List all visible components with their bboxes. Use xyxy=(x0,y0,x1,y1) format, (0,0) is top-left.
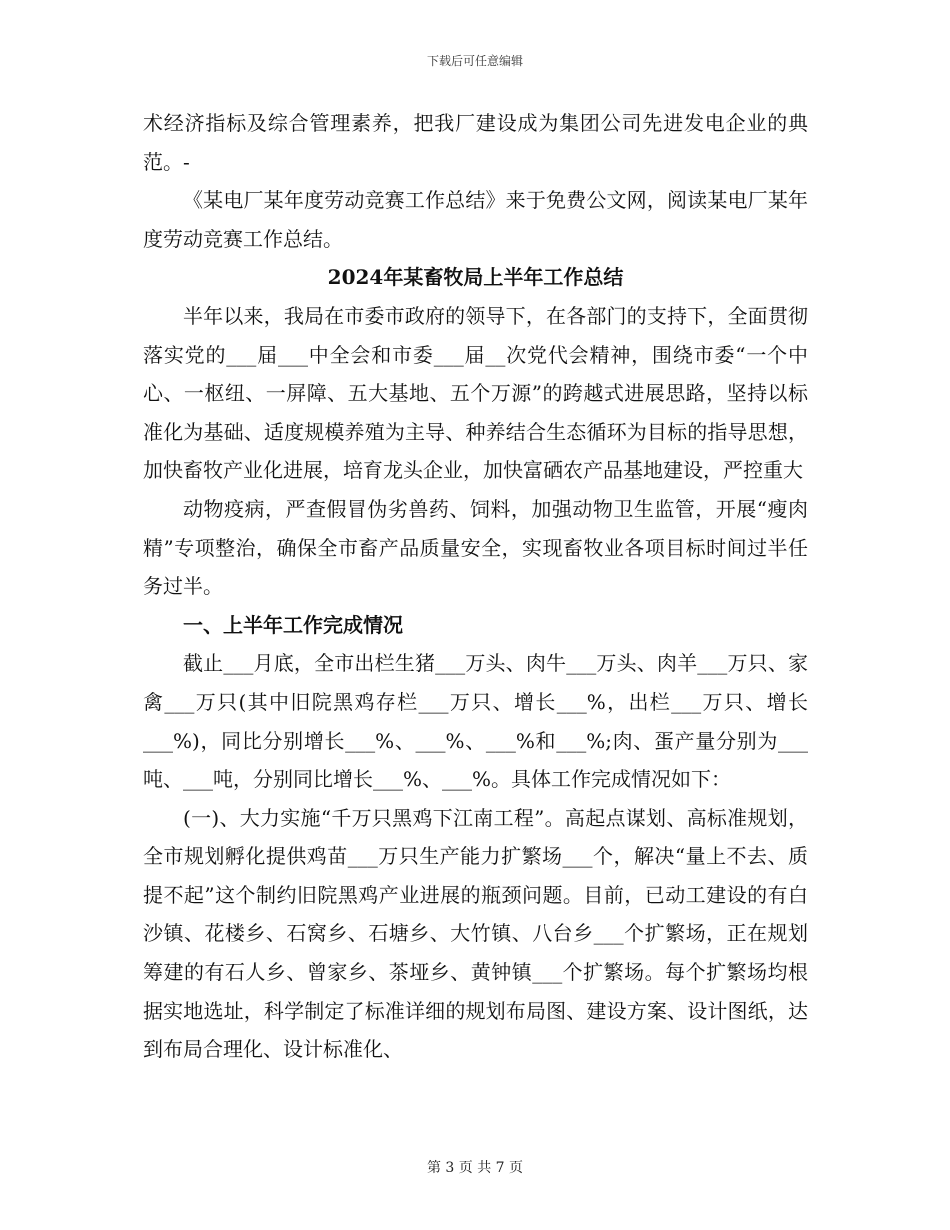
paragraph-subsection-1: (一)、大力实施“千万只黑鸡下江南工程”。高起点谋划、高标准规划，全市规划孵化提供鸡苗___万只生产能力扩繁场___个，解决“量上不去、质提不起”这个制约旧院黑鸡产业进展的瓶颈问题。目前，已动工建设的有白沙镇、花楼乡、石窝乡、石塘乡、大竹镇、八台乡___个扩繁场，正在规划筹建的有石人乡、曾家乡、茶垭乡、黄钟镇___个扩繁场。每个扩繁场均根据实地选址，科学制定了标准详细的规划布局图、建设方案、设计图纸，达到布局合理化、设计标准化、 xyxy=(143,805,808,1062)
paragraph-intro: 半年以来，我局在市委市政府的领导下，在各部门的支持下，全面贯彻落实党的___届___中全会和市委___届__次党代会精神，围绕市委“一个中心、一枢纽、一屏障、五大基地、五个万源”的跨越式进展思路，坚持以标准化为基础、适度规模养殖为主导、种养结合生态循环为目标的指导思想，加快畜牧产业化进展，培育龙头企业，加快富硒农产品基地建设，严控重大 xyxy=(143,303,808,483)
section-heading: 一、上半年工作完成情况 xyxy=(183,612,403,637)
paragraph-continuation: 术经济指标及综合管理素养，把我厂建设成为集团公司先进发电企业的典范。- xyxy=(143,111,808,174)
paragraph-statistics: 截止___月底，全市出栏生猪___万头、肉牛___万头、肉羊___万只、家禽___万只(其中旧院黑鸡存栏___万只、增长___%，出栏___万只、增长___%)，同比分别增长___%、___%、___%和___%;肉、蛋产量分别为___吨、___吨，分别同比增长___%、___%。具体工作完成情况如下： xyxy=(143,651,808,792)
page-number: 第 3 页 共 7 页 xyxy=(426,1160,524,1176)
paragraph-intro-continued: 动物疫病，严查假冒伪劣兽药、饲料，加强动物卫生监管，开展“瘦肉精”专项整治，确保全市畜产品质量安全，实现畜牧业各项目标时间过半任务过半。 xyxy=(143,496,808,599)
document-body xyxy=(143,104,808,1069)
document-title: 2024年某畜牧局上半年工作总结 xyxy=(327,265,624,290)
page-header: 下载后可任意编辑 xyxy=(426,54,523,68)
paragraph-source-note: 《某电厂某年度劳动竞赛工作总结》来于免费公文网，阅读某电厂某年度劳动竞赛工作总结。 xyxy=(143,188,808,251)
